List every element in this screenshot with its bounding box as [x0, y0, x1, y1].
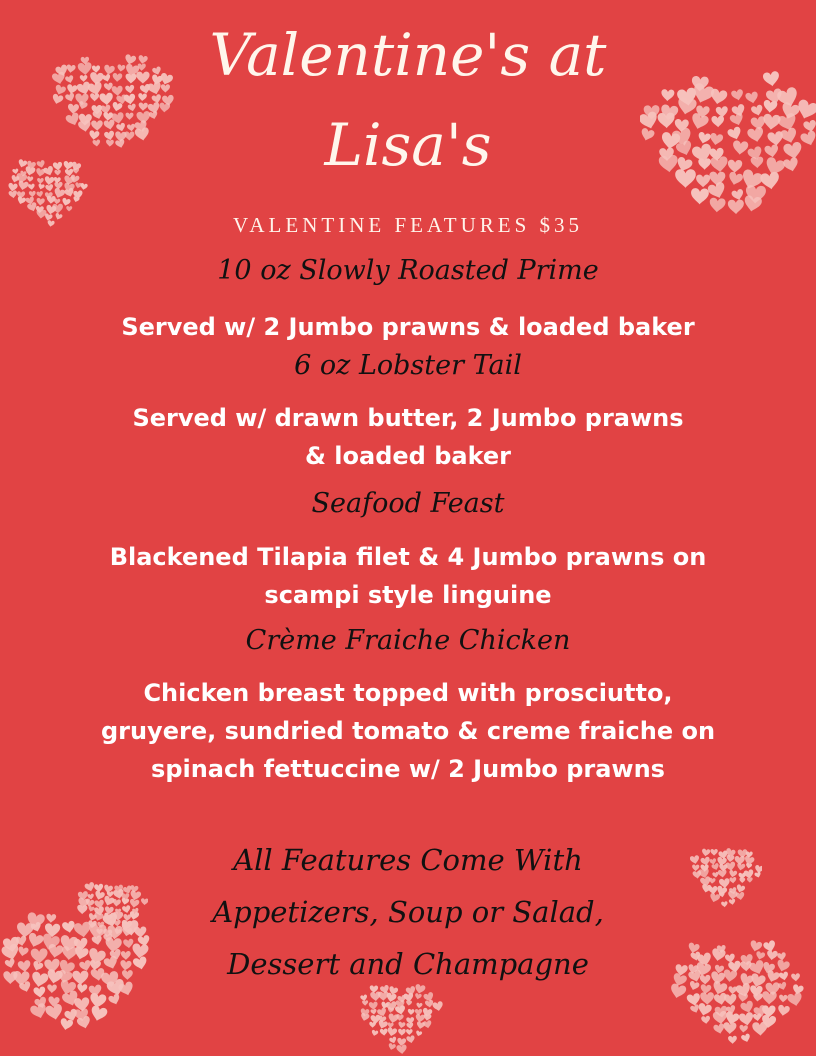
closing-line: Dessert and Champagne: [227, 947, 589, 981]
small-heart-icon: [66, 206, 72, 212]
features-heading: VALENTINE FEATURES $35: [232, 213, 584, 237]
description-line: scampi style linguine: [264, 581, 552, 609]
page-title: Valentine's at: [209, 21, 607, 89]
small-heart-icon: [29, 1002, 48, 1020]
small-heart-icon: [99, 93, 113, 106]
small-heart-icon: [701, 1015, 711, 1024]
small-heart-icon: [723, 1022, 736, 1034]
small-heart-icon: [728, 1036, 737, 1044]
closing-line: Appetizers, Soup or Salad,: [212, 895, 604, 929]
small-heart-icon: [406, 1035, 415, 1044]
small-heart-icon: [53, 198, 60, 205]
small-heart-icon: [432, 1001, 444, 1012]
small-heart-icon: [406, 1029, 413, 1035]
small-heart-icon: [36, 191, 43, 198]
small-heart-icon: [45, 184, 54, 192]
small-heart-icon: [731, 188, 745, 201]
small-heart-icon: [17, 180, 29, 191]
small-heart-icon: [65, 92, 76, 103]
small-heart-icon: [408, 1009, 415, 1015]
small-heart-icon: [362, 1000, 368, 1006]
small-heart-icon: [387, 1027, 398, 1037]
small-heart-icon: [377, 1019, 388, 1030]
small-heart-icon: [423, 1020, 433, 1029]
small-heart-icon: [8, 183, 18, 193]
small-heart-icon: [8, 190, 17, 199]
closing-note: [0, 834, 816, 990]
small-heart-icon: [724, 994, 737, 1006]
small-heart-icon: [29, 191, 36, 198]
menu-item-name: 6 oz Lobster Tail: [294, 350, 522, 381]
description-line: Served w/ 2 Jumbo prawns & loaded baker: [121, 313, 695, 341]
small-heart-icon: [396, 1044, 407, 1054]
small-heart-icon: [90, 93, 99, 101]
small-heart-icon: [398, 1021, 406, 1029]
small-heart-icon: [661, 89, 675, 102]
small-heart-icon: [697, 1002, 713, 1017]
small-heart-icon: [700, 992, 714, 1005]
small-heart-icon: [360, 1012, 370, 1021]
small-heart-icon: [396, 1014, 404, 1022]
small-heart-icon: [762, 991, 777, 1005]
small-heart-icon: [415, 1030, 422, 1037]
description-line: spinach fettuccine w/ 2 Jumbo prawns: [151, 755, 665, 783]
menu-item-description: [40, 538, 776, 614]
small-heart-icon: [123, 93, 136, 105]
small-heart-icon: [369, 1022, 376, 1028]
small-heart-icon: [739, 1025, 748, 1033]
small-heart-icon: [16, 196, 26, 206]
small-heart-icon: [709, 197, 726, 213]
small-heart-icon: [89, 1005, 108, 1023]
description-line: Served w/ drawn butter, 2 Jumbo prawns: [132, 404, 684, 432]
small-heart-icon: [738, 1012, 754, 1027]
small-heart-icon: [37, 183, 45, 190]
small-heart-icon: [740, 1000, 755, 1015]
small-heart-icon: [707, 181, 728, 201]
small-heart-icon: [787, 992, 804, 1008]
small-heart-icon: [731, 89, 745, 102]
small-heart-icon: [414, 993, 422, 1000]
small-heart-icon: [398, 1029, 406, 1036]
small-heart-icon: [369, 1001, 379, 1010]
page-title-line2: Lisa's: [324, 111, 492, 179]
small-heart-icon: [108, 993, 122, 1006]
small-heart-icon: [745, 91, 759, 105]
menu-item-description: [40, 674, 776, 788]
small-heart-icon: [36, 198, 45, 206]
menu-item-description: [40, 399, 776, 475]
small-heart-icon: [138, 93, 147, 101]
small-heart-icon: [709, 88, 728, 106]
small-heart-icon: [28, 183, 35, 190]
small-heart-icon: [80, 183, 88, 191]
menu-item-name: Seafood Feast: [311, 488, 505, 519]
description-line: gruyere, sundried tomato & creme fraiche on: [100, 717, 716, 745]
menu-item-name: Crème Fraiche Chicken: [245, 625, 571, 656]
menu-item-name: 10 oz Slowly Roasted Prime: [217, 255, 599, 286]
small-heart-icon: [388, 1043, 397, 1051]
small-heart-icon: [51, 93, 64, 105]
small-heart-icon: [371, 1030, 379, 1037]
description-line: Blackened Tilapia filet & 4 Jumbo prawns on: [109, 543, 707, 571]
small-heart-icon: [752, 1021, 768, 1036]
menu-item-description: [40, 308, 776, 346]
small-heart-icon: [416, 1002, 423, 1008]
small-heart-icon: [779, 995, 788, 1003]
small-heart-icon: [425, 1000, 434, 1009]
small-heart-icon: [777, 1004, 790, 1016]
small-heart-icon: [691, 188, 709, 205]
small-heart-icon: [423, 991, 435, 1003]
small-heart-icon: [380, 1028, 388, 1036]
description-line: & loaded baker: [305, 442, 511, 470]
small-heart-icon: [741, 1033, 752, 1043]
description-line: Chicken breast topped with prosciutto,: [143, 679, 673, 707]
closing-line: All Features Come With: [233, 843, 583, 877]
small-heart-icon: [395, 1005, 407, 1016]
small-heart-icon: [45, 1003, 64, 1021]
